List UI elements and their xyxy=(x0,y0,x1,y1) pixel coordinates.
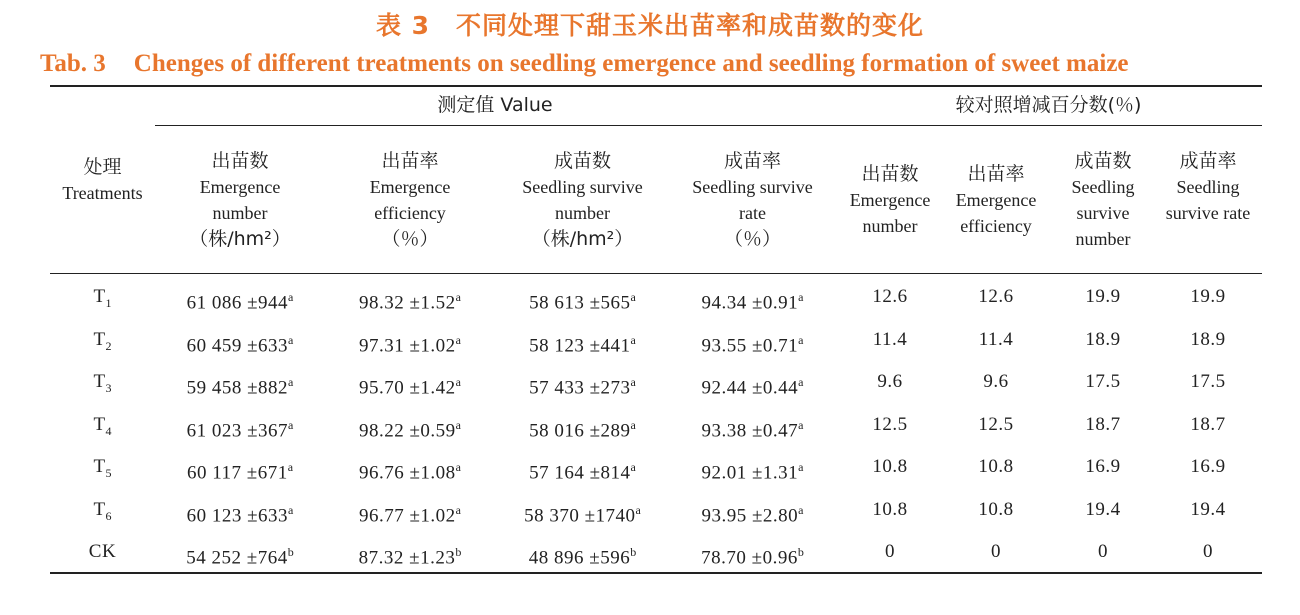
cell-value: 93.38 ±0.47 xyxy=(701,420,799,442)
cell-value: 18.9 xyxy=(1190,329,1226,350)
emergence-number-cell xyxy=(160,454,320,486)
cell-value: T xyxy=(93,286,106,307)
col-header-cn: 成苗率 xyxy=(723,150,781,172)
cell-value: 92.44 ±0.44 xyxy=(701,377,799,399)
cell-value: 19.9 xyxy=(1085,286,1121,307)
pct-emergence-efficiency-cell xyxy=(946,497,1046,523)
cell-value: CK xyxy=(88,541,117,562)
significance-letter: a xyxy=(798,503,804,517)
col-header-unit: （％） xyxy=(381,228,439,250)
significance-letter: a xyxy=(288,503,294,517)
col-header-pct-emergence-number xyxy=(840,161,940,239)
cell-value: 87.32 ±1.23 xyxy=(358,547,456,569)
pct-emergence-efficiency-cell xyxy=(946,412,1046,438)
treatment-cell xyxy=(50,497,155,529)
group-header-measured: 测定值 Value xyxy=(437,94,553,116)
pct-seedling-rate-cell xyxy=(1158,284,1258,310)
cell-value: 58 123 ±441 xyxy=(529,335,631,357)
pct-emergence-efficiency-cell xyxy=(946,284,1046,310)
cell-value: 19.4 xyxy=(1085,499,1121,520)
col-header-cn: 成苗数 xyxy=(1074,150,1132,172)
col-header-pct-seedling-survive-number xyxy=(1053,148,1153,252)
significance-letter: a xyxy=(635,503,641,517)
cell-value: 58 370 ±1740 xyxy=(524,505,636,527)
seedling-rate-cell xyxy=(670,454,835,486)
significance-letter: a xyxy=(798,333,804,347)
col-header-treatments xyxy=(50,154,155,206)
seedling-number-cell xyxy=(500,539,665,571)
col-header-unit: （％） xyxy=(723,228,781,250)
pct-seedling-rate-cell xyxy=(1158,454,1258,480)
significance-letter: a xyxy=(288,290,294,304)
seedling-rate-cell xyxy=(670,284,835,316)
cell-value: 57 164 ±814 xyxy=(529,462,631,484)
cell-value: 61 023 ±367 xyxy=(186,420,289,442)
col-header-unit: （株/hm²） xyxy=(189,228,291,250)
col-header-emergence-number xyxy=(170,148,310,252)
significance-letter: a xyxy=(455,375,461,389)
col-header-en: Emergence efficiency xyxy=(369,177,451,223)
col-header-cn: 出苗率 xyxy=(967,163,1025,185)
cell-value: 9.6 xyxy=(983,371,1009,392)
emergence-efficiency-cell xyxy=(330,454,490,486)
seedling-rate-cell xyxy=(670,497,835,529)
significance-letter: b xyxy=(630,545,637,559)
pct-seedling-number-cell xyxy=(1053,539,1153,565)
emergence-number-cell xyxy=(160,284,320,316)
significance-letter: a xyxy=(288,418,294,432)
col-header-cn: 成苗数 xyxy=(553,150,611,172)
cell-value: 48 896 ±596 xyxy=(528,547,631,569)
pct-seedling-number-cell xyxy=(1053,412,1153,438)
bottom-rule xyxy=(50,572,1262,574)
col-header-cn: 处理 xyxy=(83,156,122,178)
treatment-cell xyxy=(50,412,155,444)
pct-seedling-number-cell xyxy=(1053,284,1153,310)
significance-letter: a xyxy=(455,460,461,474)
cell-value: T xyxy=(93,371,106,392)
seedling-number-cell xyxy=(500,454,665,486)
cell-value: 12.5 xyxy=(872,414,908,435)
table-title-en xyxy=(40,50,1280,78)
cell-value: 12.5 xyxy=(978,414,1014,435)
col-header-cn: 出苗数 xyxy=(211,150,269,172)
significance-letter: b xyxy=(455,545,462,559)
pct-emergence-efficiency-cell xyxy=(946,369,1046,395)
table-number: Tab. 3 xyxy=(40,50,106,77)
col-header-en: Seedling survive number xyxy=(1071,177,1135,249)
pct-emergence-number-cell xyxy=(840,369,940,395)
cell-value: T xyxy=(93,414,106,435)
significance-letter: a xyxy=(630,460,636,474)
seedling-number-cell xyxy=(500,369,665,401)
table-title-cn: 表 3 不同处理下甜玉米出苗率和成苗数的变化 xyxy=(375,11,925,40)
cell-value: 60 123 ±633 xyxy=(186,505,289,527)
col-header-en: Seedling survive rate xyxy=(692,177,813,223)
col-header-cn: 出苗率 xyxy=(381,150,439,172)
seedling-rate-cell xyxy=(670,327,835,359)
emergence-number-cell xyxy=(160,412,320,444)
pct-seedling-number-cell xyxy=(1053,327,1153,353)
cell-value: 98.22 ±0.59 xyxy=(358,420,456,442)
cell-value: 17.5 xyxy=(1190,371,1226,392)
cell-value: 19.9 xyxy=(1190,286,1226,307)
col-header-emergence-efficiency xyxy=(340,148,480,252)
group-header-compare: 较对照增减百分数(％) xyxy=(955,94,1142,116)
cell-value: 93.95 ±2.80 xyxy=(701,505,799,527)
pct-emergence-efficiency-cell xyxy=(946,454,1046,480)
cell-value: 10.8 xyxy=(978,499,1014,520)
cell-value: 16.9 xyxy=(1190,456,1226,477)
cell-value: 95.70 ±1.42 xyxy=(358,377,456,399)
seedling-number-cell xyxy=(500,412,665,444)
cell-value: 92.01 ±1.31 xyxy=(701,462,799,484)
pct-seedling-number-cell xyxy=(1053,454,1153,480)
emergence-number-cell xyxy=(160,369,320,401)
significance-letter: a xyxy=(288,375,294,389)
pct-seedling-number-cell xyxy=(1053,369,1153,395)
pct-seedling-rate-cell xyxy=(1158,497,1258,523)
cell-value: 16.9 xyxy=(1085,456,1121,477)
cell-value: 93.55 ±0.71 xyxy=(701,335,799,357)
pct-emergence-efficiency-cell xyxy=(946,539,1046,565)
pct-emergence-number-cell xyxy=(840,412,940,438)
col-header-en: Seedling survive number xyxy=(522,177,643,223)
significance-letter: a xyxy=(287,460,294,474)
cell-value: 0 xyxy=(885,541,895,562)
pct-seedling-rate-cell xyxy=(1158,412,1258,438)
emergence-number-cell xyxy=(160,539,320,571)
cell-value: 18.7 xyxy=(1190,414,1226,435)
treatment-cell xyxy=(50,454,155,486)
cell-value: 61 086 ±944 xyxy=(186,292,289,314)
col-header-pct-emergence-efficiency xyxy=(946,161,1046,239)
treatment-subscript: 4 xyxy=(105,423,112,438)
cell-value: 19.4 xyxy=(1190,499,1226,520)
col-header-en: Emergence number xyxy=(199,177,281,223)
cell-value: 58 613 ±565 xyxy=(529,292,631,314)
seedling-rate-cell xyxy=(670,412,835,444)
seedling-rate-cell xyxy=(670,369,835,401)
cell-value: 18.9 xyxy=(1085,329,1121,350)
cell-value: 96.77 ±1.02 xyxy=(358,505,456,527)
emergence-efficiency-cell xyxy=(330,369,490,401)
seedling-number-cell xyxy=(500,327,665,359)
cell-value: 60 117 ±671 xyxy=(186,462,288,484)
header-bottom-rule xyxy=(50,273,1262,274)
col-header-en: Emergence number xyxy=(849,190,931,236)
col-header-seedling-survive-rate xyxy=(685,148,820,252)
pct-seedling-rate-cell xyxy=(1158,369,1258,395)
treatment-subscript: 3 xyxy=(105,380,112,395)
significance-letter: a xyxy=(288,333,294,347)
significance-letter: b xyxy=(797,545,804,559)
significance-letter: a xyxy=(798,290,804,304)
emergence-efficiency-cell xyxy=(330,539,490,571)
cell-value: 57 433 ±273 xyxy=(529,377,631,399)
cell-value: T xyxy=(93,499,106,520)
cell-value: 78.70 ±0.96 xyxy=(701,547,798,569)
treatment-subscript: 2 xyxy=(105,338,112,353)
top-rule xyxy=(50,85,1262,87)
treatment-cell xyxy=(50,327,155,359)
col-header-en: Seedling survive rate xyxy=(1165,177,1251,223)
col-header-en: Treatments xyxy=(62,183,143,203)
seedling-number-cell xyxy=(500,497,665,529)
group-rule xyxy=(155,125,1262,126)
pct-emergence-number-cell xyxy=(840,497,940,523)
pct-emergence-number-cell xyxy=(840,327,940,353)
cell-value: 10.8 xyxy=(872,456,908,477)
seedling-number-cell xyxy=(500,284,665,316)
significance-letter: b xyxy=(287,545,294,559)
emergence-number-cell xyxy=(160,327,320,359)
cell-value: 54 252 ±764 xyxy=(186,547,288,569)
treatment-cell xyxy=(50,539,155,565)
cell-value: 0 xyxy=(1098,541,1108,562)
cell-value: 17.5 xyxy=(1085,371,1121,392)
pct-emergence-number-cell xyxy=(840,284,940,310)
treatment-subscript: 5 xyxy=(105,465,112,480)
emergence-efficiency-cell xyxy=(330,284,490,316)
cell-value: 10.8 xyxy=(978,456,1014,477)
emergence-efficiency-cell xyxy=(330,412,490,444)
col-header-cn: 出苗数 xyxy=(861,163,919,185)
significance-letter: a xyxy=(630,290,636,304)
significance-letter: a xyxy=(455,290,461,304)
table-title-en-text: Chenges of different treatments on seedling emergence and seedling formation of sweet maize xyxy=(133,50,1129,77)
cell-value: 11.4 xyxy=(978,329,1014,350)
significance-letter: a xyxy=(630,333,636,347)
significance-letter: a xyxy=(455,503,461,517)
cell-value: 12.6 xyxy=(872,286,908,307)
treatment-cell xyxy=(50,369,155,401)
significance-letter: a xyxy=(630,375,636,389)
treatment-subscript: 6 xyxy=(105,508,112,523)
emergence-efficiency-cell xyxy=(330,497,490,529)
pct-seedling-number-cell xyxy=(1053,497,1153,523)
cell-value: T xyxy=(93,329,106,350)
significance-letter: a xyxy=(455,418,461,432)
cell-value: 0 xyxy=(991,541,1001,562)
emergence-efficiency-cell xyxy=(330,327,490,359)
significance-letter: a xyxy=(798,375,804,389)
pct-seedling-rate-cell xyxy=(1158,539,1258,565)
emergence-number-cell xyxy=(160,497,320,529)
pct-emergence-number-cell xyxy=(840,454,940,480)
significance-letter: a xyxy=(455,333,461,347)
cell-value: 96.76 ±1.08 xyxy=(358,462,456,484)
cell-value: 59 458 ±882 xyxy=(186,377,289,399)
seedling-rate-cell xyxy=(670,539,835,571)
significance-letter: a xyxy=(798,460,804,474)
cell-value: 18.7 xyxy=(1085,414,1121,435)
cell-value: 94.34 ±0.91 xyxy=(701,292,799,314)
col-header-en: Emergence efficiency xyxy=(955,190,1037,236)
pct-emergence-efficiency-cell xyxy=(946,327,1046,353)
col-header-pct-seedling-survive-rate xyxy=(1158,148,1258,226)
cell-value: 11.4 xyxy=(872,329,908,350)
cell-value: T xyxy=(93,456,106,477)
pct-seedling-rate-cell xyxy=(1158,327,1258,353)
significance-letter: a xyxy=(798,418,804,432)
col-header-cn: 成苗率 xyxy=(1179,150,1237,172)
significance-letter: a xyxy=(630,418,636,432)
cell-value: 0 xyxy=(1203,541,1213,562)
cell-value: 97.31 ±1.02 xyxy=(358,335,456,357)
treatment-cell xyxy=(50,284,155,316)
cell-value: 10.8 xyxy=(872,499,908,520)
pct-emergence-number-cell xyxy=(840,539,940,565)
col-header-seedling-survive-number xyxy=(505,148,660,252)
cell-value: 60 459 ±633 xyxy=(186,335,289,357)
treatment-subscript: 1 xyxy=(105,295,112,310)
cell-value: 9.6 xyxy=(877,371,903,392)
cell-value: 12.6 xyxy=(978,286,1014,307)
col-header-unit: （株/hm²） xyxy=(531,228,634,250)
cell-value: 98.32 ±1.52 xyxy=(358,292,456,314)
cell-value: 58 016 ±289 xyxy=(529,420,631,442)
